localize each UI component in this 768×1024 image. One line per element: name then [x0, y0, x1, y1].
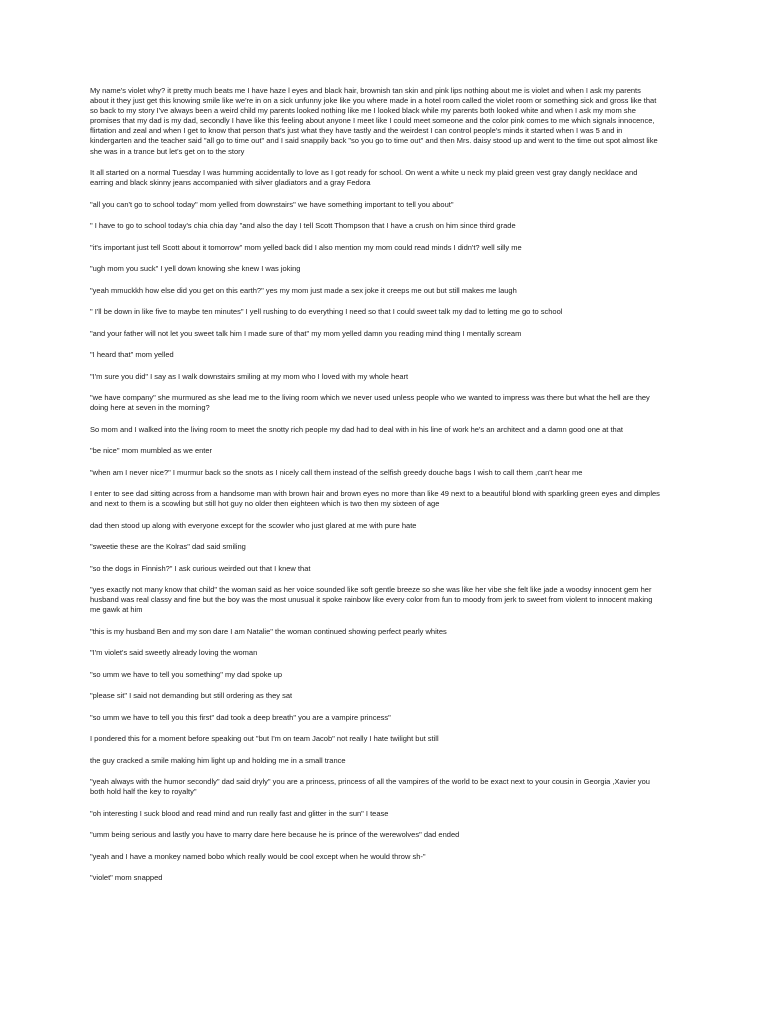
paragraph: " I have to go to school today's chia chia day "and also the day I tell Scott Thompson that I have a crush on him since third grade	[90, 221, 516, 231]
paragraph: "so umm we have to tell you something" my dad spoke up	[90, 669, 283, 679]
paragraph: "I'm violet's said sweetly already loving the woman	[90, 648, 258, 658]
paragraph: "when am I never nice?" I murmur back so the snots as I nicely call them instead of the selfish greedy douche bags I wish to call them ,can't hear me	[90, 467, 583, 477]
paragraph: "ugh mom you suck" I yell down knowing she knew I was joking	[90, 264, 301, 274]
paragraph: "yes exactly not many know that child" the woman said as her voice sounded like soft gentle breeze so she was like her vibe she felt like jade a woodsy innocent gem her husband was real classy and fine but the boy was the most unusual it spoke rainbow like every color from fun to moody from jerk to sweet from violent to innocent making me gawk at him	[90, 585, 653, 615]
paragraph: It all started on a normal Tuesday I was humming accidentally to love as I got ready for school. On went a white u neck my plaid green vest gray dangly necklace and earring and black skinny jeans accompanied with silver gladiators and a gray Fedora	[90, 168, 638, 188]
paragraph: the guy cracked a smile making him light up and holding me in a small trance	[90, 755, 346, 765]
paragraph: So mom and I walked into the living room to meet the snotty rich people my dad had to deal with in his line of work he's an architect and a damn good one at that	[90, 424, 623, 434]
paragraph: "I heard that" mom yelled	[90, 350, 174, 360]
paragraph: "it's important just tell Scott about it tomorrow" mom yelled back did I also mention my mom could read minds I didn't? well silly me	[90, 242, 522, 252]
paragraph: "please sit" I said not demanding but still ordering as they sat	[90, 691, 293, 701]
paragraph: "and your father will not let you sweet talk him I made sure of that" my mom yelled damn you reading mind thing I mentally scream	[90, 328, 522, 338]
paragraph: "umm being serious and lastly you have to marry dare here because he is prince of the werewolves" dad ended	[90, 830, 460, 840]
paragraph: "so umm we have to tell you this first" dad took a deep breath" you are a vampire princess"	[90, 712, 391, 722]
paragraph: "yeah and I have a monkey named bobo which really would be cool except when he would throw sh-"	[90, 851, 426, 861]
paragraph: "I'm sure you did" I say as I walk downstairs smiling at my mom who I loved with my whole heart	[90, 371, 409, 381]
paragraph: "be nice" mom mumbled as we enter	[90, 446, 213, 456]
paragraph: "so the dogs in Finnish?" I ask curious weirded out that I knew that	[90, 563, 311, 573]
document-page	[90, 86, 660, 895]
paragraph: "sweetie these are the Kolras" dad said smiling	[90, 542, 246, 552]
paragraph: dad then stood up along with everyone except for the scowler who just glared at me with pure hate	[90, 520, 417, 530]
paragraph: "this is my husband Ben and my son dare I am Natalie" the woman continued showing perfect pearly whites	[90, 626, 447, 636]
paragraph: "yeah mmuckkh how else did you get on this earth?" yes my mom just made a sex joke it creeps me out but still makes me laugh	[90, 285, 517, 295]
paragraph: "all you can't go to school today" mom yelled from downstairs" we have something important to tell you about"	[90, 199, 454, 209]
paragraph: My name's violet why? it pretty much beats me I have haze l eyes and black hair, brownish tan skin and pink lips nothing about me is violet and when I ask my parents about it they just get this knowing smile like we're in on a sick unfunny joke like you where made in a hotel room called the violet room or something sick and gross like that so back to my story I've always been a weird child my parents looked nothing like me I looked black while my parents both looked white and when I ask my mom she promises that my dad is my dad, secondly I have like this feeling about anyone I meet like I could meet someone and the color pink comes to me which signals innocence, flirtation and zeal and when I get to know that person that's just what they have tastly and the weirdest I can control people's minds it started when I was 5 and in kindergarten and the teacher said "all go to time out" and I said snappily back "so you go to time out" and then Mrs. daisy stood up and went to the time out spot almost like she was in a trance but let's get on to the story	[90, 86, 658, 156]
paragraph: " I'll be down in like five to maybe ten minutes" I yell rushing to do everything I need so that I could sweet talk my dad to letting me go to school	[90, 307, 563, 317]
paragraph: "yeah always with the humor secondly" dad said dryly" you are a princess, princess of all the vampires of the world to be exact next to your cousin in Georgia ,Xavier you both hold half the key to royalty"	[90, 777, 650, 797]
paragraph: "violet" mom snapped	[90, 873, 163, 883]
paragraph: I enter to see dad sitting across from a handsome man with brown hair and brown eyes no more than like 49 next to a beautiful blond with sparkling green eyes and dimples and next to them is a scowling but still hot guy no older then eighteen which is two then my sixteen of age	[90, 489, 660, 509]
paragraph: "oh interesting I suck blood and read mind and run really fast and glitter in the sun" I tease	[90, 808, 389, 818]
paragraph: "we have company" she murmured as she lead me to the living room which we never used unless people who we wanted to impress was there but what the hell are they doing here at seven in the morning?	[90, 392, 650, 413]
paragraph: I pondered this for a moment before speaking out "but I'm on team Jacob" not really I hate twilight but still	[90, 734, 439, 744]
